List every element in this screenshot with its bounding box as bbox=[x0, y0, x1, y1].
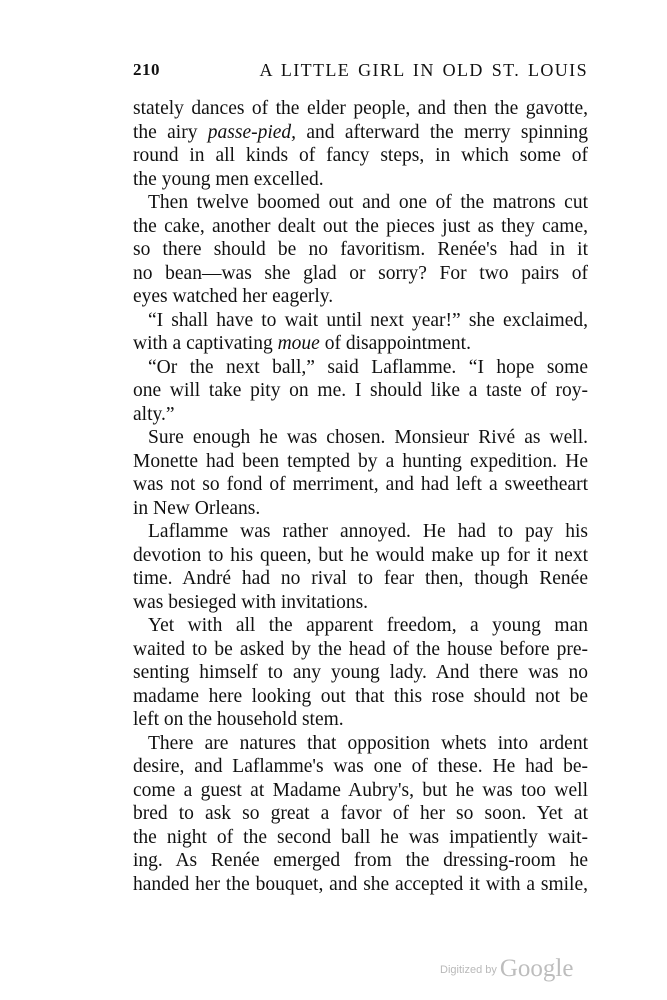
text-line bbox=[133, 779, 588, 803]
text-line bbox=[133, 473, 588, 497]
text-segment: ing. As Renée emerged from the dressing-room he bbox=[133, 850, 588, 871]
text-segment: devotion to his queen, but he would make up for it next bbox=[133, 544, 588, 566]
text-segment: left on the household stem. bbox=[133, 709, 344, 730]
text-segment: of disappointment. bbox=[319, 333, 471, 354]
page-number: 210 bbox=[133, 60, 160, 79]
text-line bbox=[133, 450, 588, 474]
text-segment: the airy bbox=[133, 121, 208, 143]
text-line bbox=[133, 215, 588, 239]
text-line bbox=[133, 403, 588, 427]
italic-phrase: moue bbox=[277, 333, 320, 354]
text-segment: was besieged with invitations. bbox=[133, 591, 369, 613]
text-line bbox=[133, 332, 588, 356]
google-wordmark: Google bbox=[499, 955, 574, 982]
text-line bbox=[133, 732, 588, 756]
text-segment: Then twelve boomed out and one of the matrons cut bbox=[148, 192, 588, 213]
text-line bbox=[133, 638, 588, 662]
text-line bbox=[133, 685, 588, 709]
text-line bbox=[133, 826, 588, 850]
text-segment: madame here looking out that this rose should not be bbox=[133, 685, 588, 707]
text-line bbox=[133, 849, 588, 873]
text-segment: waited to be asked by the head of the house before pre- bbox=[133, 638, 588, 660]
text-segment: in New Orleans. bbox=[133, 497, 261, 519]
text-line bbox=[133, 121, 588, 145]
text-segment: and afterward the merry spinning bbox=[296, 121, 588, 143]
text-segment: Yet with all the apparent freedom, a young man bbox=[148, 615, 588, 636]
text-segment: come a guest at Madame Aubry's, but he was too well bbox=[133, 779, 588, 801]
text-segment: the cake, another dealt out the pieces just as they came, bbox=[133, 215, 588, 237]
text-line bbox=[133, 520, 588, 544]
text-segment: alty.” bbox=[133, 403, 175, 425]
text-segment: handed her the bouquet, and she accepted it with a smile, bbox=[133, 873, 588, 895]
text-segment: Sure enough he was chosen. Monsieur Rivé as well. bbox=[148, 427, 588, 448]
text-segment: with a captivating bbox=[133, 333, 278, 354]
text-segment: bred to ask so great a favor of her so soon. Yet at bbox=[133, 803, 588, 824]
text-line bbox=[133, 755, 588, 779]
digitized-by-label: Digitized by bbox=[440, 964, 497, 976]
text-segment: round in all kinds of fancy steps, in which some of bbox=[133, 145, 588, 166]
text-segment: time. André had no rival to fear then, though Renée bbox=[133, 568, 588, 589]
text-segment: “Or the next ball,” said Laflamme. “I hope some bbox=[148, 356, 588, 378]
text-line bbox=[133, 191, 588, 215]
text-segment: stately dances of the elder people, and then the gavotte, bbox=[133, 98, 588, 119]
text-line bbox=[133, 567, 588, 591]
text-segment: desire, and Laflamme's was one of these. He had be- bbox=[133, 756, 588, 777]
text-segment: the night of the second ball he was impatiently wait- bbox=[133, 826, 588, 848]
text-segment: the young men excelled. bbox=[133, 168, 324, 190]
text-segment: so there should be no favoritism. Renée's had in it bbox=[133, 239, 588, 260]
text-line bbox=[133, 873, 588, 897]
running-head bbox=[133, 60, 588, 86]
text-segment: There are natures that opposition whets into ardent bbox=[148, 732, 588, 754]
text-line bbox=[133, 309, 588, 333]
text-line bbox=[133, 497, 588, 521]
text-line bbox=[133, 379, 588, 403]
text-line bbox=[133, 802, 588, 826]
text-segment: was not so fond of merriment, and had left a sweetheart bbox=[133, 474, 588, 495]
text-line bbox=[133, 614, 588, 638]
text-line bbox=[133, 426, 588, 450]
italic-phrase: passe-pied, bbox=[207, 121, 297, 143]
text-segment: eyes watched her eagerly. bbox=[133, 286, 334, 307]
running-title: A LITTLE GIRL IN OLD ST. LOUIS bbox=[259, 60, 588, 80]
digitized-by-watermark bbox=[440, 955, 573, 983]
text-line bbox=[133, 285, 588, 309]
text-line bbox=[133, 238, 588, 262]
text-segment: no bean—was she glad or sorry? For two pairs of bbox=[133, 262, 588, 284]
text-segment: Laflamme was rather annoyed. He had to pay his bbox=[148, 521, 588, 542]
text-segment: “I shall have to wait until next year!” she exclaimed, bbox=[148, 309, 588, 331]
text-line bbox=[133, 661, 588, 685]
text-line bbox=[133, 168, 588, 192]
body-text bbox=[133, 97, 588, 896]
text-line bbox=[133, 262, 588, 286]
text-line bbox=[133, 356, 588, 380]
text-line bbox=[133, 144, 588, 168]
text-segment: senting himself to any young lady. And there was no bbox=[133, 662, 588, 683]
text-line bbox=[133, 97, 588, 121]
text-segment: Monette had been tempted by a hunting expedition. He bbox=[133, 450, 588, 472]
text-line bbox=[133, 591, 588, 615]
text-line bbox=[133, 708, 588, 732]
text-segment: one will take pity on me. I should like a taste of roy- bbox=[133, 380, 588, 401]
text-line bbox=[133, 544, 588, 568]
